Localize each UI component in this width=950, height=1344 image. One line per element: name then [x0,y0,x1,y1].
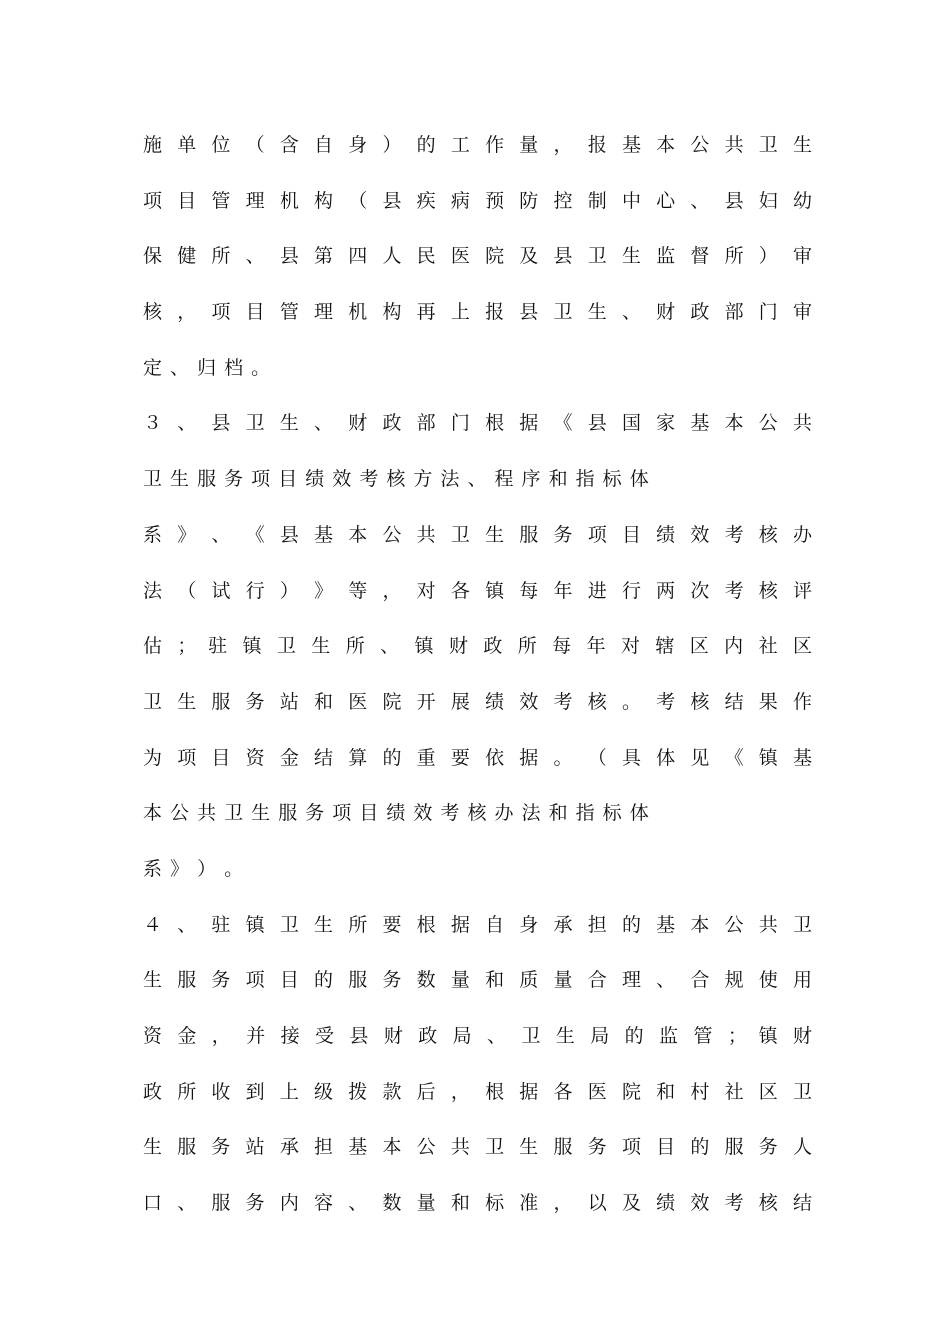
text-line: 卫 生 服 务 站 和 医 院 开 展 绩 效 考 核 。 考 核 结 果 作 [143,690,813,713]
text-line: ４ 、 驻 镇 卫 生 所 要 根 据 自 身 承 担 的 基 本 公 共 卫 [143,913,813,936]
text-line: 系 》 ） 。 [143,857,245,880]
body-text [143,118,813,1232]
text-line: 资 金 ， 并 接 受 县 财 政 局 、 卫 生 局 的 监 管 ； 镇 财 [143,1025,813,1047]
text-line: 口 、 服 务 内 容 、 数 量 和 标 准 ， 以 及 绩 效 考 核 结 [143,1192,813,1215]
text-line: 施 单 位 （ 含 自 身 ） 的 工 作 量 ， 报 基 本 公 共 卫 生 [143,134,813,156]
text-line: 核 ， 项 目 管 理 机 构 再 上 报 县 卫 生 、 财 政 部 门 审 [143,301,813,324]
text-line: 卫 生 服 务 项 目 绩 效 考 核 方 法 、 程 序 和 指 标 体 [143,468,650,491]
text-line: 估 ； 驻 镇 卫 生 所 、 镇 财 政 所 每 年 对 辖 区 内 社 区 [143,635,813,658]
text-line: 政 所 收 到 上 级 拨 款 后 ， 根 据 各 医 院 和 村 社 区 卫 [143,1080,813,1103]
text-line: ３ 、 县 卫 生 、 财 政 部 门 根 据 《 县 国 家 基 本 公 共 [143,412,813,435]
text-line: 本 公 共 卫 生 服 务 项 目 绩 效 考 核 办 法 和 指 标 体 [143,802,650,825]
text-line: 生 服 务 项 目 的 服 务 数 量 和 质 量 合 理 、 合 规 使 用 [143,969,813,992]
text-line: 保 健 所 、 县 第 四 人 民 医 院 及 县 卫 生 监 督 所 ） 审 [143,245,813,268]
text-line: 系 》 、 《 县 基 本 公 共 卫 生 服 务 项 目 绩 效 考 核 办 [143,523,813,546]
text-line: 为 项 目 资 金 结 算 的 重 要 依 据 。 （ 具 体 见 《 镇 基 [143,746,813,769]
text-line: 法 （ 试 行 ） 》 等 ， 对 各 镇 每 年 进 行 两 次 考 核 评 [143,579,813,602]
text-line: 生 服 务 站 承 担 基 本 公 共 卫 生 服 务 项 目 的 服 务 人 [143,1136,813,1159]
text-line: 项 目 管 理 机 构 （ 县 疾 病 预 防 控 制 中 心 、 县 妇 幼 [143,189,813,212]
text-line: 定 、 归 档 。 [143,356,272,379]
